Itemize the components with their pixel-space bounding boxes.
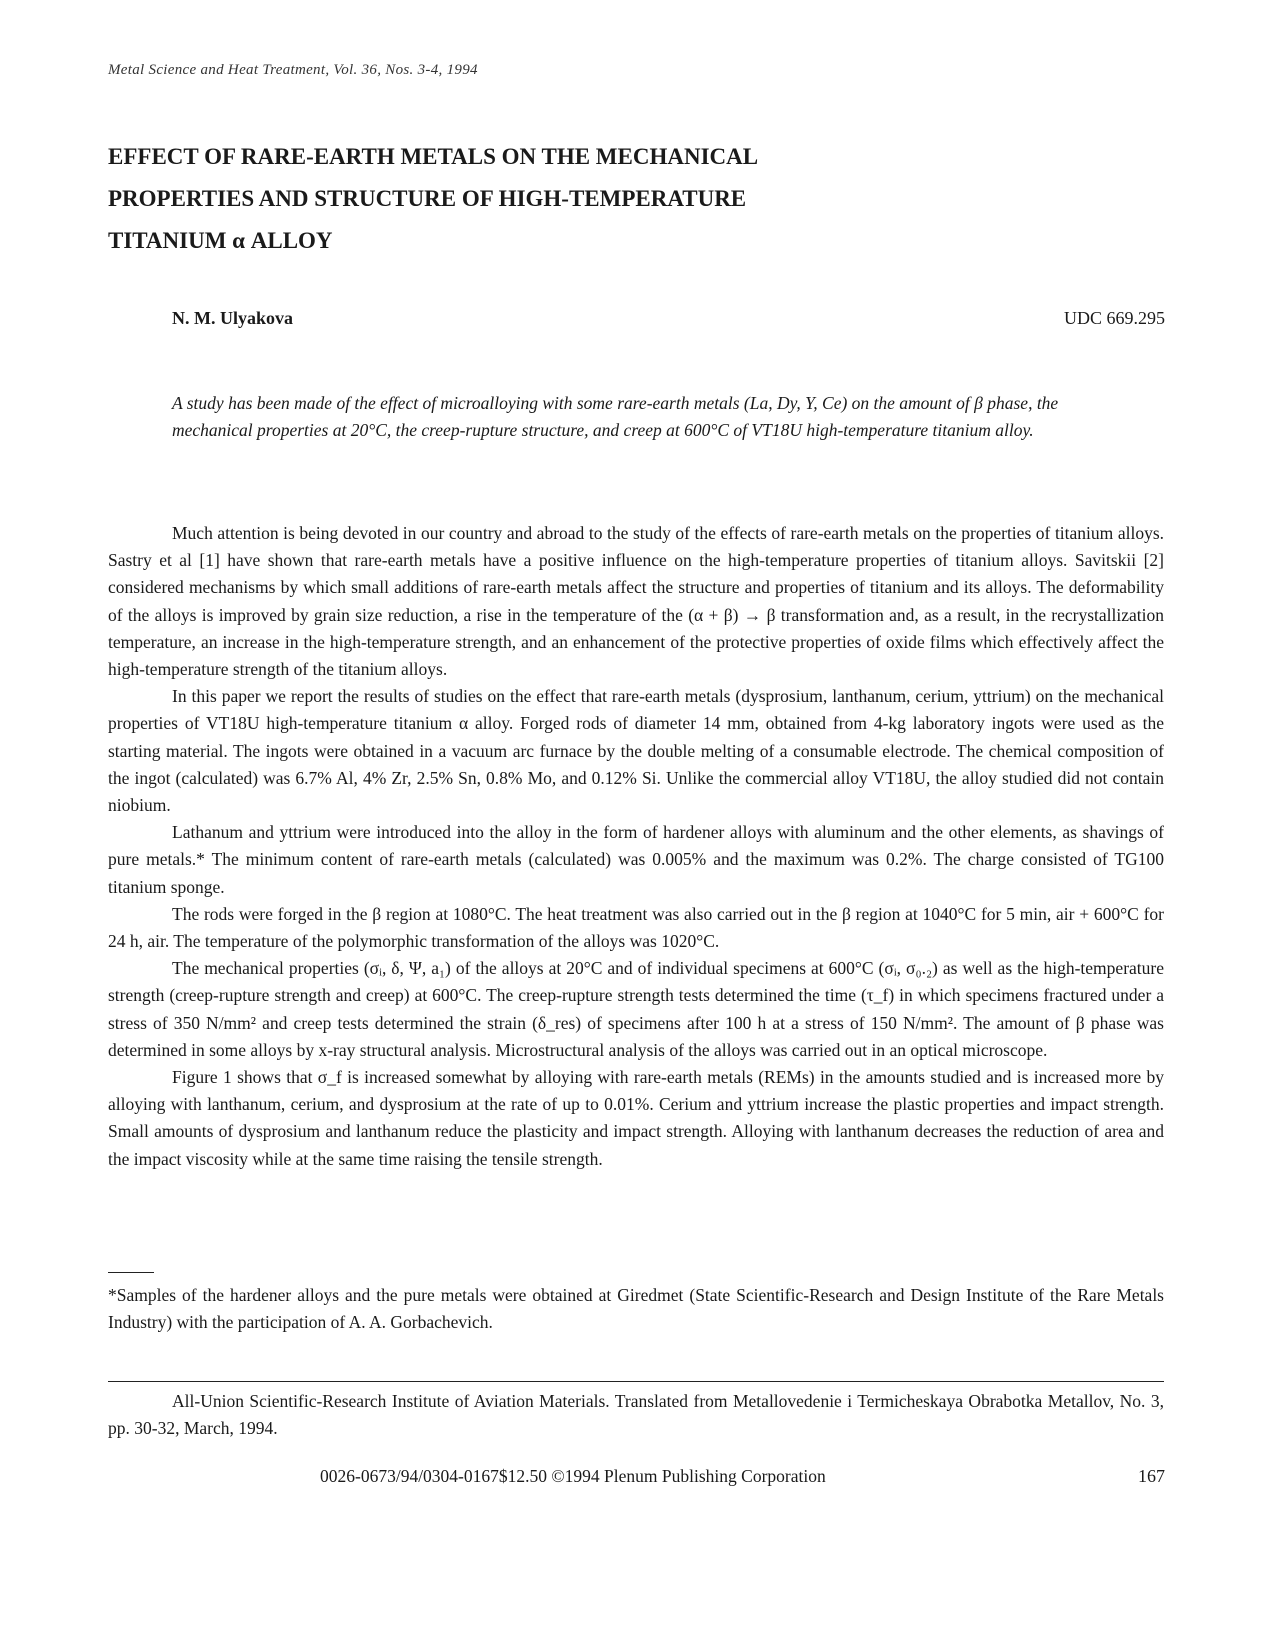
page-number: 167 bbox=[1138, 1466, 1165, 1486]
body-paragraph: Much attention is being devoted in our country and abroad to the study of the effects of rare-earth metals on the properties of titanium alloys. Sastry et al [1] have shown that rare-earth metals have a positive influence on the high-temperature properties of titanium alloys. Savitskii [2] considered mechanisms by which small additions of rare-earth metals affect the structure and properties of titanium and its alloys. The deformability of the alloys is improved by grain size reduction, a rise in the temperature of the (α + β) → β transformation and, as a result, in the recrystallization temperature, an increase in the high-temperature strength, and an enhancement of the protective properties of oxide films which effectively affect the high-temperature strength of the titanium alloys. bbox=[108, 523, 1164, 680]
title-line: EFFECT OF RARE-EARTH METALS ON THE MECHANICAL bbox=[108, 144, 759, 169]
body-paragraph: Lathanum and yttrium were introduced into the alloy in the form of hardener alloys with aluminum and the other elements, as shavings of pure metals.* The minimum content of rare-earth metals (calculated) was 0.005% and the maximum was 0.2%. The charge consisted of TG100 titanium sponge. bbox=[108, 822, 1164, 897]
footnote-divider bbox=[108, 1272, 154, 1273]
title-line: TITANIUM α ALLOY bbox=[108, 228, 333, 253]
udc-code: UDC 669.295 bbox=[1063, 308, 1165, 328]
copyright-line: 0026-0673/94/0304-0167$12.50 ©1994 Plenum Publishing Corporation bbox=[320, 1466, 826, 1486]
title-line: PROPERTIES AND STRUCTURE OF HIGH-TEMPERATURE bbox=[108, 186, 747, 211]
body-paragraph: The rods were forged in the β region at 1080°C. The heat treatment was also carried out in the β region at 1040°C for 5 min, air + 600°C for 24 h, air. The temperature of the polymorphic transformation of the alloys was 1020°C. bbox=[108, 903, 1164, 952]
affiliation-divider bbox=[108, 1381, 1164, 1382]
footnote: *Samples of the hardener alloys and the pure metals were obtained at Giredmet (State Scientific-Research and Design Institute of the Rare Metals Industry) with the participation of A. A. Gorbachevich. bbox=[108, 1285, 1164, 1332]
paper-title bbox=[108, 136, 868, 262]
journal-citation: Metal Science and Heat Treatment, Vol. 36, Nos. 3-4, 1994 bbox=[108, 62, 478, 78]
body-paragraph: In this paper we report the results of studies on the effect that rare-earth metals (dysprosium, lanthanum, cerium, yttrium) on the mechanical properties of VT18U high-temperature titanium α alloy. Forged rods of diameter 14 mm, obtained from 4-kg laboratory ingots were used as the starting material. The ingots were obtained in a vacuum arc furnace by the double melting of a consumable electrode. The chemical composition of the ingot (calculated) was 6.7% Al, 4% Zr, 2.5% Sn, 0.8% Mo, and 0.12% Si. Unlike the commercial alloy VT18U, the alloy studied did not contain niobium. bbox=[108, 686, 1164, 816]
affiliation-note: All-Union Scientific-Research Institute of Aviation Materials. Translated from Metallovedenie i Termicheskaya Obrabotka Metallov, No. 3, pp. 30-32, March, 1994. bbox=[108, 1391, 1164, 1438]
abstract: A study has been made of the effect of microalloying with some rare-earth metals (La, Dy, Y, Ce) on the amount of β phase, the mechanical properties at 20°C, the creep-rupture structure, and creep at 600°C of VT18U high-temperature titanium alloy. bbox=[172, 393, 1059, 440]
body-text bbox=[108, 520, 1164, 1173]
body-paragraph: The mechanical properties (σᵢ, δ, Ψ, a₁) of the alloys at 20°C and of individual specimens at 600°C (σᵢ, σ₀.₂) as well as the high-temperature strength (creep-rupture strength and creep) at 600°C. The creep-rupture strength tests determined the time (τ_f) in which specimens fractured under a stress of 350 N/mm² and creep tests determined the strain (δ_res) of specimens after 100 h at a stress of 150 N/mm². The amount of β phase was determined in some alloys by x-ray structural analysis. Microstructural analysis of the alloys was carried out in an optical microscope. bbox=[108, 958, 1164, 1060]
author-name: N. M. Ulyakova bbox=[172, 308, 293, 328]
body-paragraph: Figure 1 shows that σ_f is increased somewhat by alloying with rare-earth metals (REMs) in the amounts studied and is increased more by alloying with lanthanum, cerium, and dysprosium at the rate of up to 0.01%. Cerium and yttrium increase the plastic properties and impact strength. Small amounts of dysprosium and lanthanum reduce the plasticity and impact strength. Alloying with lanthanum decreases the reduction of area and the impact viscosity while at the same time raising the tensile strength. bbox=[108, 1067, 1164, 1169]
